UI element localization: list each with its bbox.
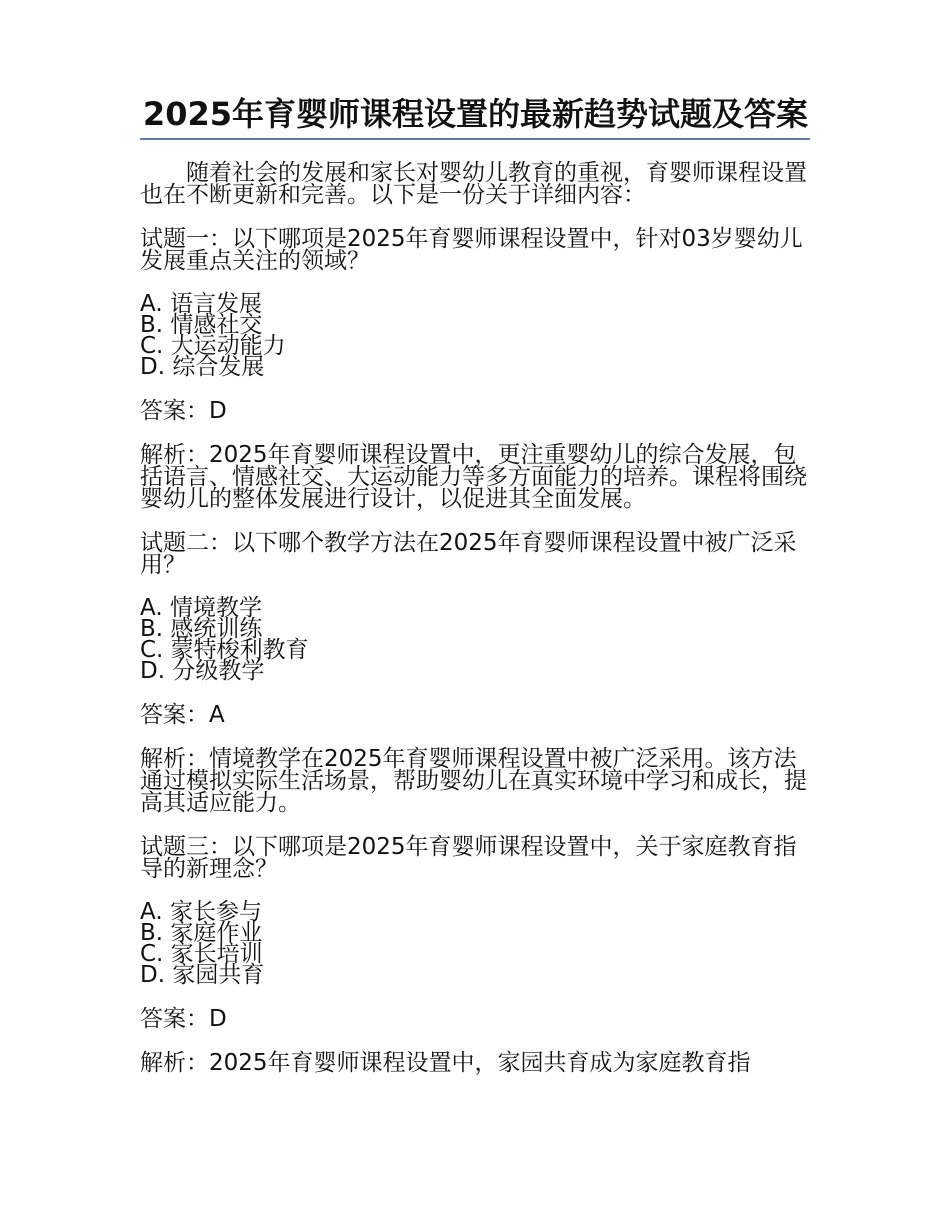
- answer-text: 答案：D: [140, 398, 227, 424]
- option-d: D. 家园共育: [140, 962, 265, 988]
- option-a: A. 家长参与: [140, 899, 262, 925]
- option-d: D. 综合发展: [140, 354, 265, 380]
- option-c: C. 大运动能力: [140, 333, 286, 359]
- intro-paragraph: 随着社会的发展和家长对婴幼儿教育的重视，育婴师课程设置也在不断更新和完善。以下是一份关于详细内容：: [140, 160, 807, 208]
- option-list: [140, 291, 810, 380]
- question-block-1: [140, 228, 810, 510]
- option-c: C. 家长培训: [140, 941, 263, 967]
- option-c: C. 蒙特梭利教育: [140, 637, 309, 663]
- question-block-2: [140, 532, 810, 814]
- option-list: [140, 899, 810, 988]
- option-list: [140, 595, 810, 684]
- question-text: 试题二：以下哪个教学方法在2025年育婴师课程设置中被广泛采用？: [140, 530, 797, 578]
- option-a: A. 情境教学: [140, 595, 262, 621]
- option-b: B. 家庭作业: [140, 920, 263, 946]
- answer-text: 答案：D: [140, 1006, 227, 1032]
- document-page: [140, 95, 810, 1076]
- question-block-3: [140, 836, 810, 1074]
- analysis-text: 解析：情境教学在2025年育婴师课程设置中被广泛采用。该方法通过模拟实际生活场景，帮助婴幼儿在真实环境中学习和成长，提高其适应能力。: [140, 746, 807, 816]
- option-a: A. 语言发展: [140, 291, 262, 317]
- analysis-text: 解析：2025年育婴师课程设置中，更注重婴幼儿的综合发展，包括语言、情感社交、大运动能力等多方面能力的培养。课程将围绕婴幼儿的整体发展进行设计，以促进其全面发展。: [140, 442, 807, 512]
- answer-text: 答案：A: [140, 702, 225, 728]
- page-title: 2025年育婴师课程设置的最新趋势试题及答案: [142, 95, 808, 133]
- analysis-text: 解析：2025年育婴师课程设置中，家园共育成为家庭教育指: [140, 1050, 751, 1076]
- title-divider: [140, 138, 810, 140]
- question-text: 试题一：以下哪项是2025年育婴师课程设置中，针对03岁婴幼儿发展重点关注的领域？: [140, 226, 803, 274]
- option-d: D. 分级教学: [140, 658, 265, 684]
- option-b: B. 情感社交: [140, 312, 263, 338]
- option-b: B. 感统训练: [140, 616, 263, 642]
- question-text: 试题三：以下哪项是2025年育婴师课程设置中，关于家庭教育指导的新理念？: [140, 834, 797, 882]
